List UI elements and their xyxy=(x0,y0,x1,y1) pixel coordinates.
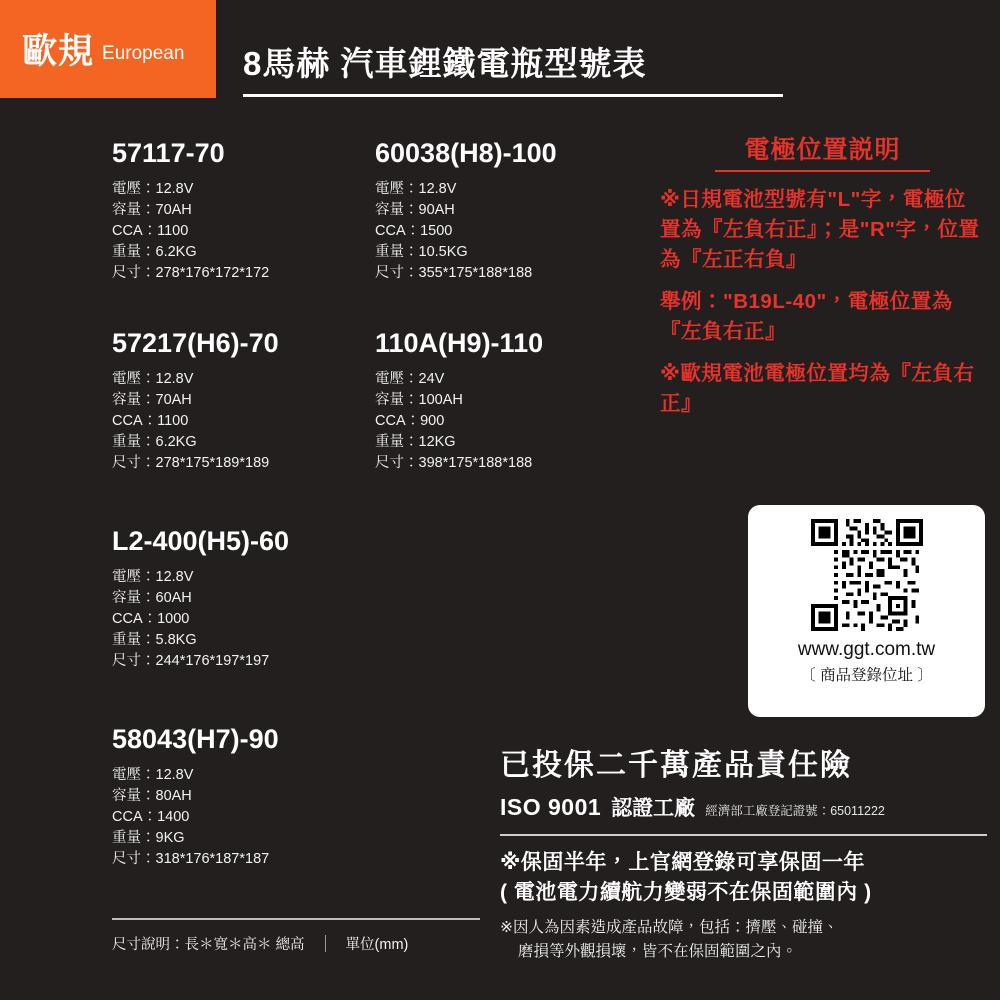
spec-cca: CCA：1500 xyxy=(375,223,453,239)
warranty-line-2: ( 電池電力續航力變弱不在保固範圍內 ) xyxy=(500,881,872,904)
spec-weight: 重量：6.2KG xyxy=(112,244,197,260)
model-column-left xyxy=(112,138,367,892)
spec-size: 尺寸：398*175*188*188 xyxy=(375,455,533,471)
spec-capacity: 容量：70AH xyxy=(112,392,192,408)
spec-weight: 重量：10.5KG xyxy=(375,244,468,260)
spec-capacity: 容量：90AH xyxy=(375,202,455,218)
model-block xyxy=(375,138,635,284)
warranty-exclusion-note xyxy=(500,916,990,964)
warranty-line-1: ※保固半年，上官網登錄可享保固一年 xyxy=(500,851,865,874)
spec-voltage: 電壓：12.8V xyxy=(112,767,194,783)
spec-cca: CCA：1400 xyxy=(112,809,190,825)
spec-weight: 重量：5.8KG xyxy=(112,632,197,648)
badge-label-en: European xyxy=(102,43,185,64)
model-column-middle xyxy=(375,138,635,496)
spec-capacity: 容量：60AH xyxy=(112,590,192,606)
model-name: 110A(H9)-110 xyxy=(375,328,544,358)
warranty-exclusion-line-2: 磨損等外觀損壞，皆不在保固範圍之內。 xyxy=(518,943,798,960)
model-block xyxy=(375,328,635,474)
spec-voltage: 電壓：12.8V xyxy=(375,181,457,197)
spec-size: 尺寸：355*175*188*188 xyxy=(375,265,533,281)
model-block xyxy=(112,724,367,870)
qr-url[interactable]: www.ggt.com.tw xyxy=(797,639,936,660)
spec-capacity: 容量：100AH xyxy=(375,392,463,408)
cert-label: 認證工廠 xyxy=(611,797,696,820)
insured-statement: 已投保二千萬產品責任險 xyxy=(500,749,852,782)
spec-capacity: 容量：70AH xyxy=(112,202,192,218)
model-block xyxy=(112,138,367,284)
polarity-paragraph-2: 舉例："B19L-40"，電極位置為『左負右正』 xyxy=(660,290,953,343)
qr-code-icon xyxy=(811,519,923,631)
polarity-panel xyxy=(660,130,985,419)
bottom-divider xyxy=(500,834,987,836)
model-block xyxy=(112,328,367,474)
dimension-note-divider xyxy=(112,918,480,920)
warranty-exclusion-line-1: ※因人為因素造成產品故障，包括：擠壓、碰撞、 xyxy=(500,919,839,936)
spec-voltage: 電壓：24V xyxy=(375,371,445,387)
spec-cca: CCA：1100 xyxy=(112,223,189,239)
spec-size: 尺寸：244*176*197*197 xyxy=(112,653,270,669)
model-name: 60038(H8)-100 xyxy=(375,138,557,168)
factory-registry-number: 經濟部工廠登記證號：65011222 xyxy=(705,804,885,818)
iso-row xyxy=(500,792,990,822)
spec-voltage: 電壓：12.8V xyxy=(112,569,194,585)
badge-label-cn: 歐規 xyxy=(22,32,95,71)
model-name: 57117-70 xyxy=(112,138,225,168)
spec-cca: CCA：1000 xyxy=(112,611,190,627)
title-wrap xyxy=(243,38,788,97)
model-name: 57217(H6)-70 xyxy=(112,328,279,358)
dimension-note-unit: 單位(mm) xyxy=(345,937,409,953)
polarity-paragraph-1: ※日規電池型號有"L"字，電極位置為『左負右正』；是"R"字，位置為『左正右負』 xyxy=(660,188,980,271)
spec-size: 尺寸：278*176*172*172 xyxy=(112,265,270,281)
qr-caption: 〔 商品登錄位址 〕 xyxy=(800,667,933,684)
model-block xyxy=(112,526,367,672)
polarity-title-divider xyxy=(715,170,930,172)
title-divider xyxy=(243,94,783,97)
dimension-note-text: 尺寸說明：長＊寬＊高＊ 總高 xyxy=(112,937,305,953)
spec-capacity: 容量：80AH xyxy=(112,788,192,804)
dimension-note-separator xyxy=(325,935,326,952)
polarity-title: 電極位置説明 xyxy=(744,136,901,164)
iso-label: ISO 9001 xyxy=(500,794,602,820)
spec-cca: CCA：900 xyxy=(375,413,445,429)
spec-weight: 重量：6.2KG xyxy=(112,434,197,450)
bottom-info xyxy=(500,740,990,964)
model-name: L2-400(H5)-60 xyxy=(112,526,290,556)
european-badge xyxy=(0,0,216,98)
header xyxy=(0,0,1000,104)
spec-voltage: 電壓：12.8V xyxy=(112,181,194,197)
model-name: 58043(H7)-90 xyxy=(112,724,279,754)
spec-voltage: 電壓：12.8V xyxy=(112,371,194,387)
spec-weight: 重量：9KG xyxy=(112,830,185,846)
spec-weight: 重量：12KG xyxy=(375,434,456,450)
qr-card[interactable] xyxy=(748,505,985,717)
spec-cca: CCA：1100 xyxy=(112,413,189,429)
dimension-note xyxy=(112,918,482,954)
page-title: 8馬赫 汽車鋰鐵電瓶型號表 xyxy=(243,45,647,82)
spec-size: 尺寸：278*175*189*189 xyxy=(112,455,270,471)
polarity-paragraph-3: ※歐規電池電極位置均為『左負右正』 xyxy=(660,362,975,415)
spec-size: 尺寸：318*176*187*187 xyxy=(112,851,270,867)
